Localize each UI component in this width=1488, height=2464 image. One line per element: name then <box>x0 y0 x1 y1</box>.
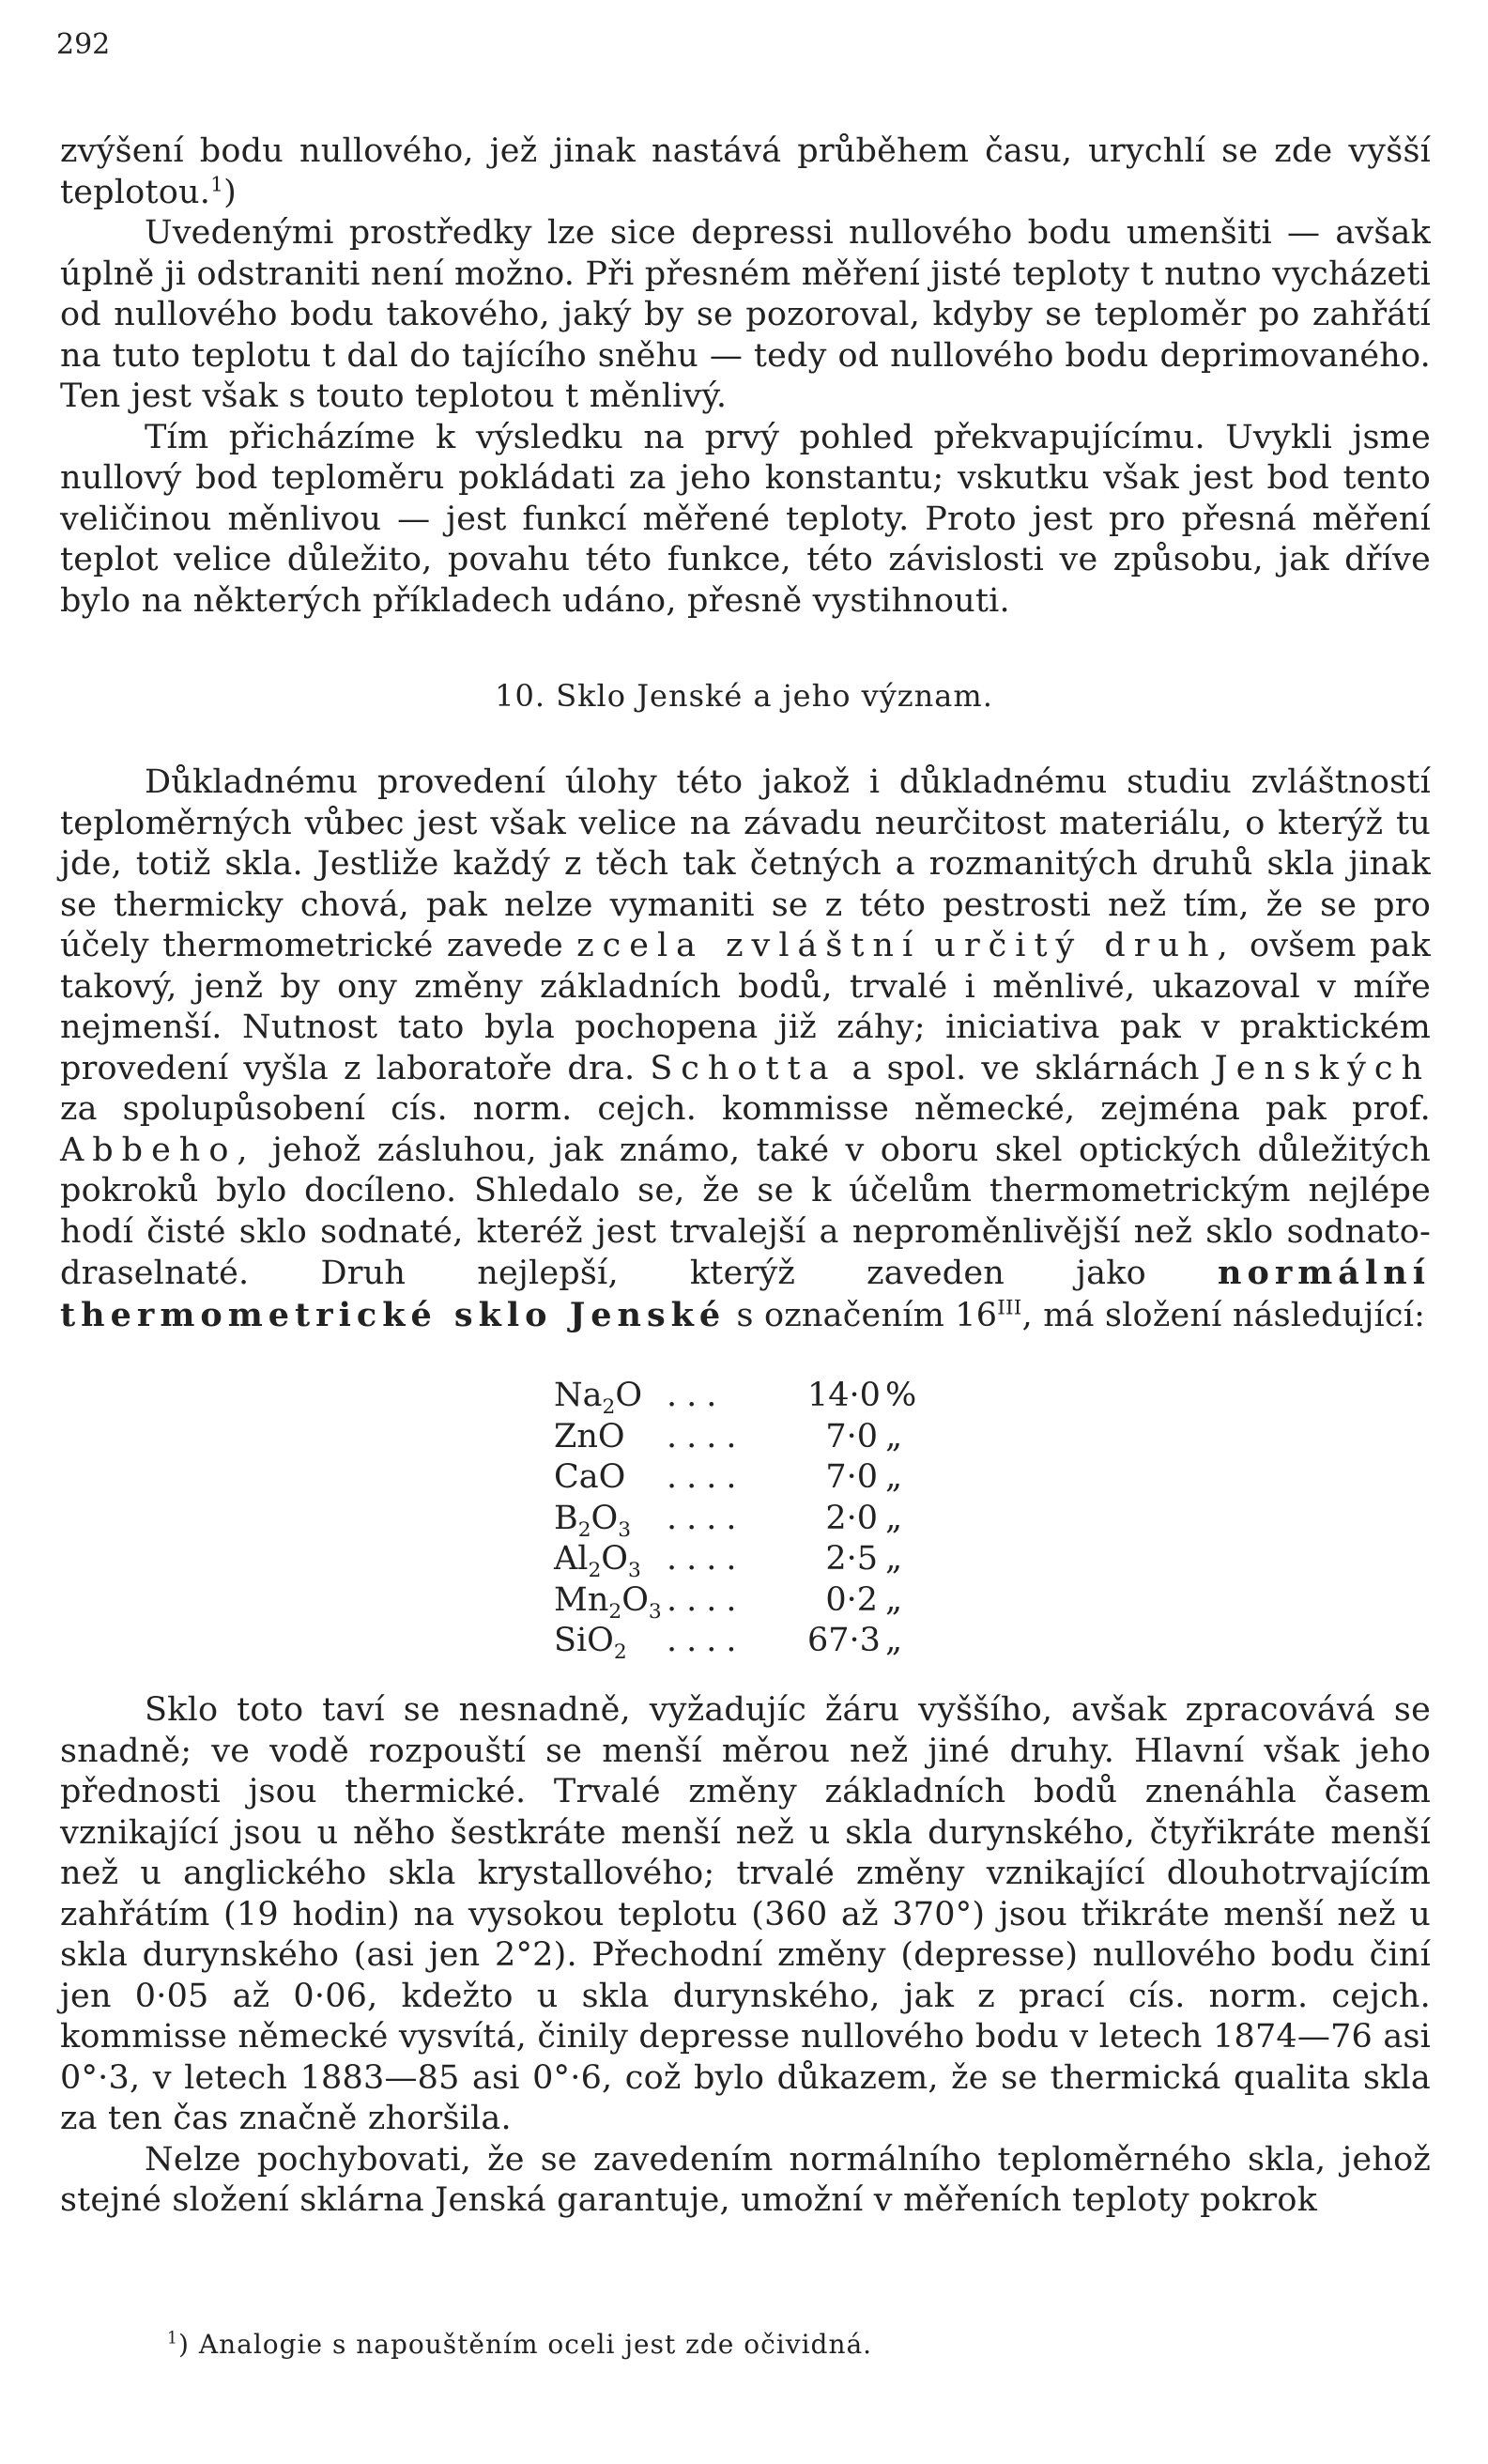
closing-text <box>60 1690 1431 2222</box>
paragraph: Sklo toto taví se nesnadně, vyžadujíc žáru vyššího, avšak zpracovává se snadně; ve vodě rozpouští se menší měrou než jiné druhy. Hlavní však jeho přednosti jsou thermické. Trvalé změny základních bodů znenáhla časem vznikající jsou u něho šestkráte menší než u skla durynského, čtyřikráte menší než u anglického skla krystallového; trvalé změny vznikající dlouhotrvajícím zahřátím (19 hodin) na vysokou teplotu (360 až 370°) jsou třikráte menší než u skla durynského (asi jen 2°2). Přechodní změny (depresse) nullového bodu činí jen 0·05 až 0·06, kdežto u skla durynského, jak z prací cís. norm. cejch. kommisse německé vysvítá, činily depresse nullového bodu v letech 1874—76 asi 0°·3, v letech 1883—85 asi 0°·6, což bylo důkazem, že se thermická qualita skla za ten čas značně zhoršila. <box>60 1691 1431 2137</box>
paragraph: zvýšení bodu nullového, jež jinak nastává průběhem času, urychlí se zde vyšší teplotou.$^1$) <box>60 132 1431 211</box>
paragraph: Tím přicházíme k výsledku na prvý pohled překvapujícímu. Uvykli jsme nullový bod teploměru pokládati za jeho konstantu; vskutku však jest bod tento veličinou měnlivou — jest funkcí měřené teploty. Proto jest pro přesná měření teplot velice důležito, povahu této funkce, této závislosti ve způsobu, jak dříve bylo na některých příkladech udáno, přesně vystihnouti. <box>60 418 1431 620</box>
name-jena: Jenských <box>1214 1049 1432 1087</box>
section-text <box>60 762 1431 1336</box>
percentage-value: 2·5 <box>825 1540 878 1578</box>
percentage-value: 7·0 <box>825 1417 878 1455</box>
percentage-value: 7·0 <box>825 1458 878 1496</box>
leader-dots: .... <box>667 1622 746 1659</box>
leader-dots: .... <box>667 1458 746 1496</box>
leader-dots: .... <box>667 1499 746 1537</box>
unit: „ <box>885 1499 903 1537</box>
name-schott: Schotta <box>650 1049 837 1087</box>
formula: $Na_2O$ <box>554 1377 643 1419</box>
leader-dots: .... <box>667 1580 746 1619</box>
unit: „ <box>885 1580 903 1619</box>
composition-row <box>554 1539 923 1580</box>
unit: „ <box>885 1458 903 1496</box>
unit: „ <box>885 1622 903 1659</box>
formula: $Mn_2O_3$ <box>554 1580 662 1624</box>
composition-table <box>554 1376 923 1662</box>
paragraph: Uvedenými prostředky lze sice depressi nullového bodu umenšiti — avšak úplně ji odstraniti není možno. Při přesném měření jisté teploty t nutno vycházeti od nullového bodu takového, jaký by se pozoroval, kdyby se teploměr po zahřátí na tuto teplotu t dal do tajícího sněhu — tedy od nullového bodu deprimovaného. Ten jest však s touto teplotou t měnlivý. <box>60 214 1431 415</box>
formula: $B_2O_3$ <box>554 1499 632 1542</box>
spaced-emphasis: zcela zvláštní <box>576 927 922 964</box>
composition-row <box>554 1499 923 1540</box>
footnote-ref: 1 <box>210 172 224 196</box>
formula: CaO <box>554 1458 626 1496</box>
footnote: $^1$) Analogie s napouštěním oceli jest zde očividná. <box>167 2329 873 2360</box>
intro-text <box>60 131 1431 622</box>
name-abbe: Abbeho, <box>60 1131 256 1169</box>
unit: % <box>885 1377 917 1414</box>
composition-row <box>554 1580 923 1622</box>
bold-term: normální thermometrické sklo Jenské <box>60 1254 1432 1334</box>
paragraph: Nelze pochybovati, že se zavedením normálního teploměrného skla, jehož stejné složení sklárna Jenská garantuje, umožní v měřeních teploty pokrok <box>60 2140 1431 2219</box>
composition-row <box>554 1376 923 1417</box>
unit: „ <box>885 1417 903 1455</box>
composition-row <box>554 1457 923 1499</box>
paragraph: Důkladnému provedení úlohy této jakož i důkladnému studiu zvláštností teploměrných vůbec jest však velice na závadu neurčitost materiálu, o kterýž tu jde, totiž skla. Jestliže každý z těch tak četných a rozmanitých druhů skla jinak se thermicky chová, pak nelze vymaniti se z této pestrosti než tím, že se pro účely thermometrické zavede zcela zvláštní určitý druh, ovšem pak takový, jenž by ony změny základních bodů, trvalé i měnlivé, ukazoval v míře nejmenší. Nutnost tato byla pochopena již záhy; iniciativa pak v praktickém provedení vyšla z laboratoře dra. Schotta a spol. ve sklárnách Jenských za spolupůsobení cís. norm. cejch. kommisse německé, zejména pak prof. Abbeho, jehož zásluhou, jak známo, také v oboru skel optických důležitých pokroků bylo docíleno. Shledalo se, že se k účelům thermometrickým nejlépe hodí čisté sklo sodnaté, kteréž jest trvalejší a neproměnlivější než sklo sodnato-draselnaté. Druh nejlepší, kterýž zaveden jako normální thermometrické sklo Jenské s označením $16^{III}$, má složení následující: <box>60 763 1432 1334</box>
leader-dots: ... <box>667 1377 727 1414</box>
composition-row <box>554 1621 923 1662</box>
leader-dots: .... <box>667 1417 746 1455</box>
page-number: 292 <box>56 28 111 61</box>
unit: „ <box>885 1540 903 1578</box>
formula: SiO$_2$ <box>554 1622 627 1664</box>
percentage-value: 2·0 <box>825 1499 878 1537</box>
formula: ZnO <box>554 1417 625 1455</box>
percentage-value: 0·2 <box>825 1580 878 1619</box>
composition-row <box>554 1417 923 1458</box>
leader-dots: .... <box>667 1540 746 1578</box>
spaced-emphasis: určitý druh, <box>934 927 1236 964</box>
formula: $Al_2O_3$ <box>554 1540 641 1582</box>
percentage-value: 14·0 <box>807 1377 881 1414</box>
section-heading: 10. Sklo Jenské a jeho význam. <box>495 678 993 714</box>
percentage-value: 67·3 <box>807 1622 881 1659</box>
